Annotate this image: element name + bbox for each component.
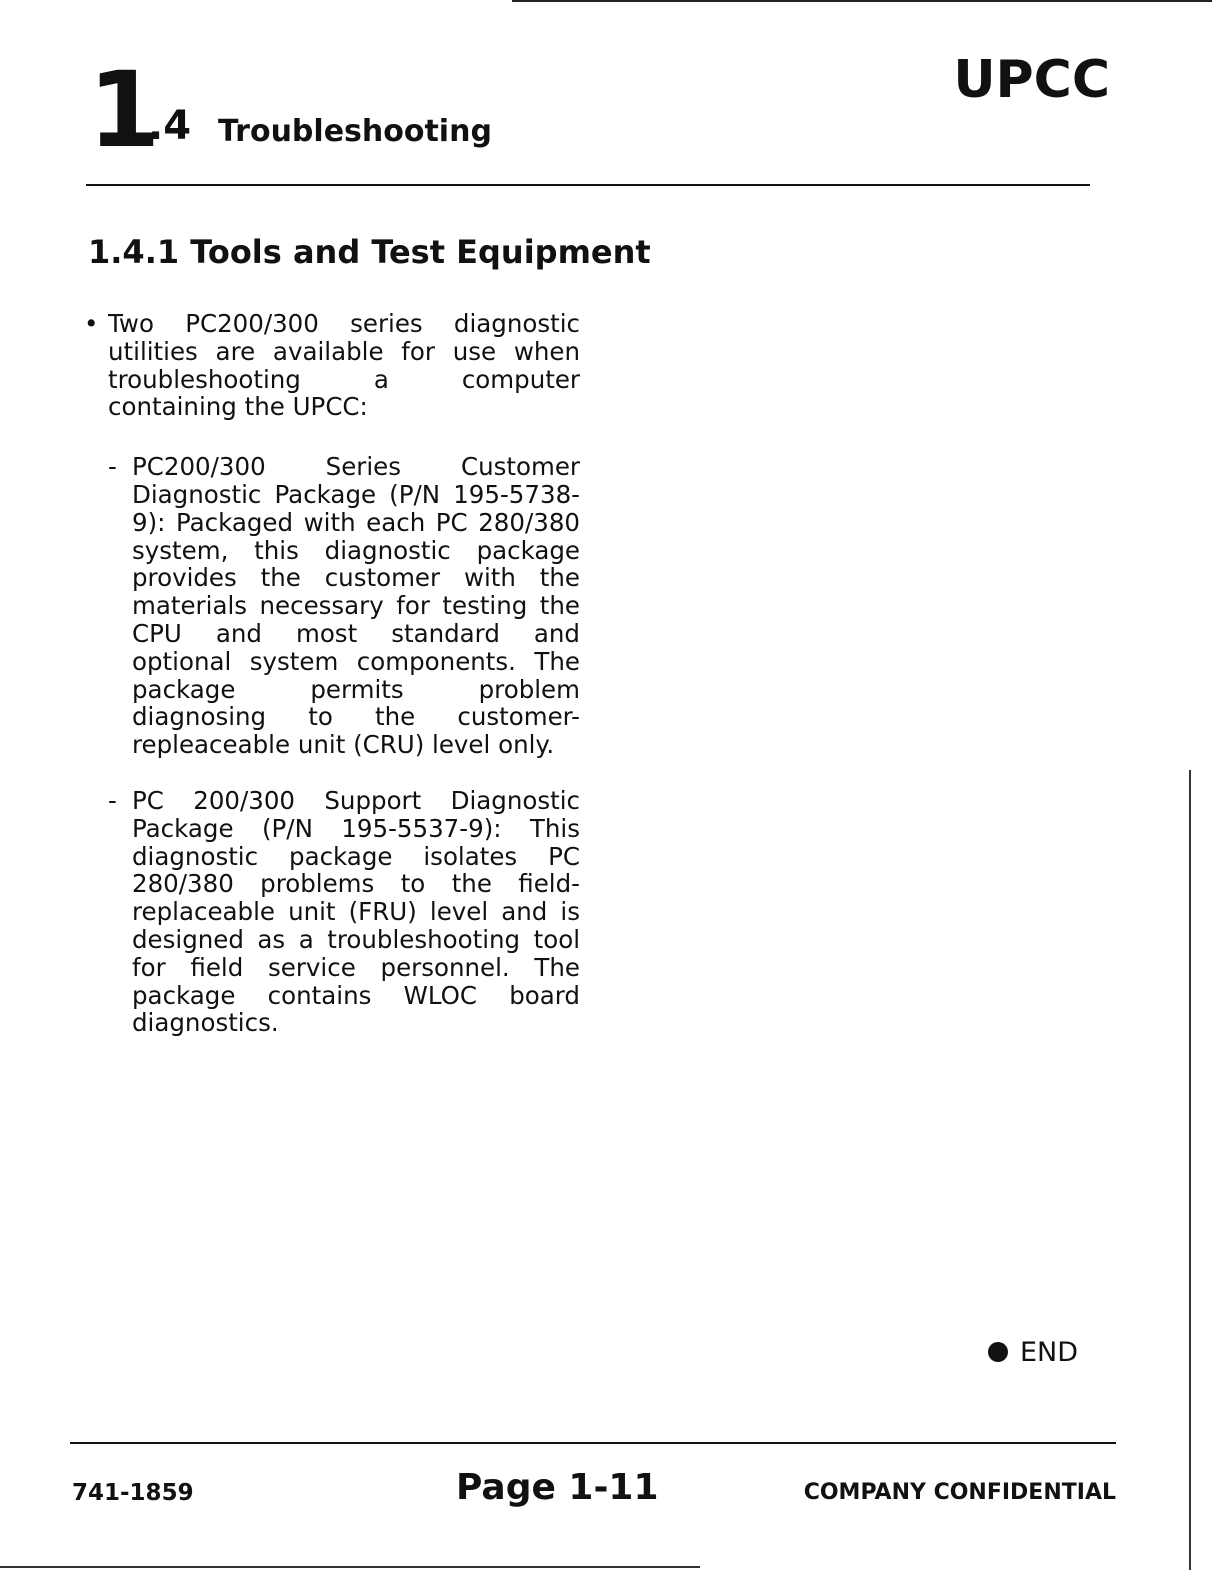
end-marker	[988, 1336, 1078, 1370]
section-title: Troubleshooting	[218, 114, 492, 149]
scan-edge-bottom	[0, 1566, 700, 1568]
bullet-text: Two PC200/300 series diagnostic utilities are available for use when troubleshooting a computer containing the UPCC:	[108, 309, 580, 422]
dash-marker: -	[108, 785, 117, 815]
page-header	[0, 0, 1224, 200]
confidential-notice: COMPANY CONFIDENTIAL	[803, 1480, 1116, 1505]
dash-marker: -	[108, 452, 117, 482]
bullet-item	[84, 310, 580, 421]
document-number: 741-1859	[72, 1480, 194, 1506]
bullet-marker: •	[84, 309, 99, 338]
chapter-number: 1	[88, 49, 159, 171]
body-content	[84, 310, 580, 1065]
end-label: END	[1020, 1337, 1079, 1368]
end-dot-icon	[988, 1342, 1008, 1362]
list-item-text: PC 200/300 Support Diagnostic Package (P/N 195-5537-9): This diagnostic package isolates PC 280/380 problems to the field-replaceable unit (FRU) level and is designed as a troubleshooting tool for field service personnel. The package contains WLOC board diagnostics.	[132, 785, 580, 1038]
scan-edge-right	[1189, 770, 1191, 1570]
list-item-customer-diagnostic	[84, 453, 580, 759]
subsection-heading: 1.4.1 Tools and Test Equipment	[88, 233, 651, 271]
footer-divider	[70, 1442, 1116, 1444]
page-number: Page 1-11	[456, 1467, 659, 1508]
product-name: UPCC	[953, 50, 1110, 110]
list-item-text: PC200/300 Series Customer Diagnostic Package (P/N 195-5738-9): Packaged with each PC 280/380 system, this diagnostic package provides the customer with the materials necessary for testing the CPU and most standard and optional system components. The package permits problem diagnosing to the customer-repleaceable unit (CRU) level only.	[132, 452, 580, 760]
header-divider	[86, 184, 1090, 186]
section-number: .4	[148, 103, 192, 149]
list-item-support-diagnostic	[84, 787, 580, 1037]
